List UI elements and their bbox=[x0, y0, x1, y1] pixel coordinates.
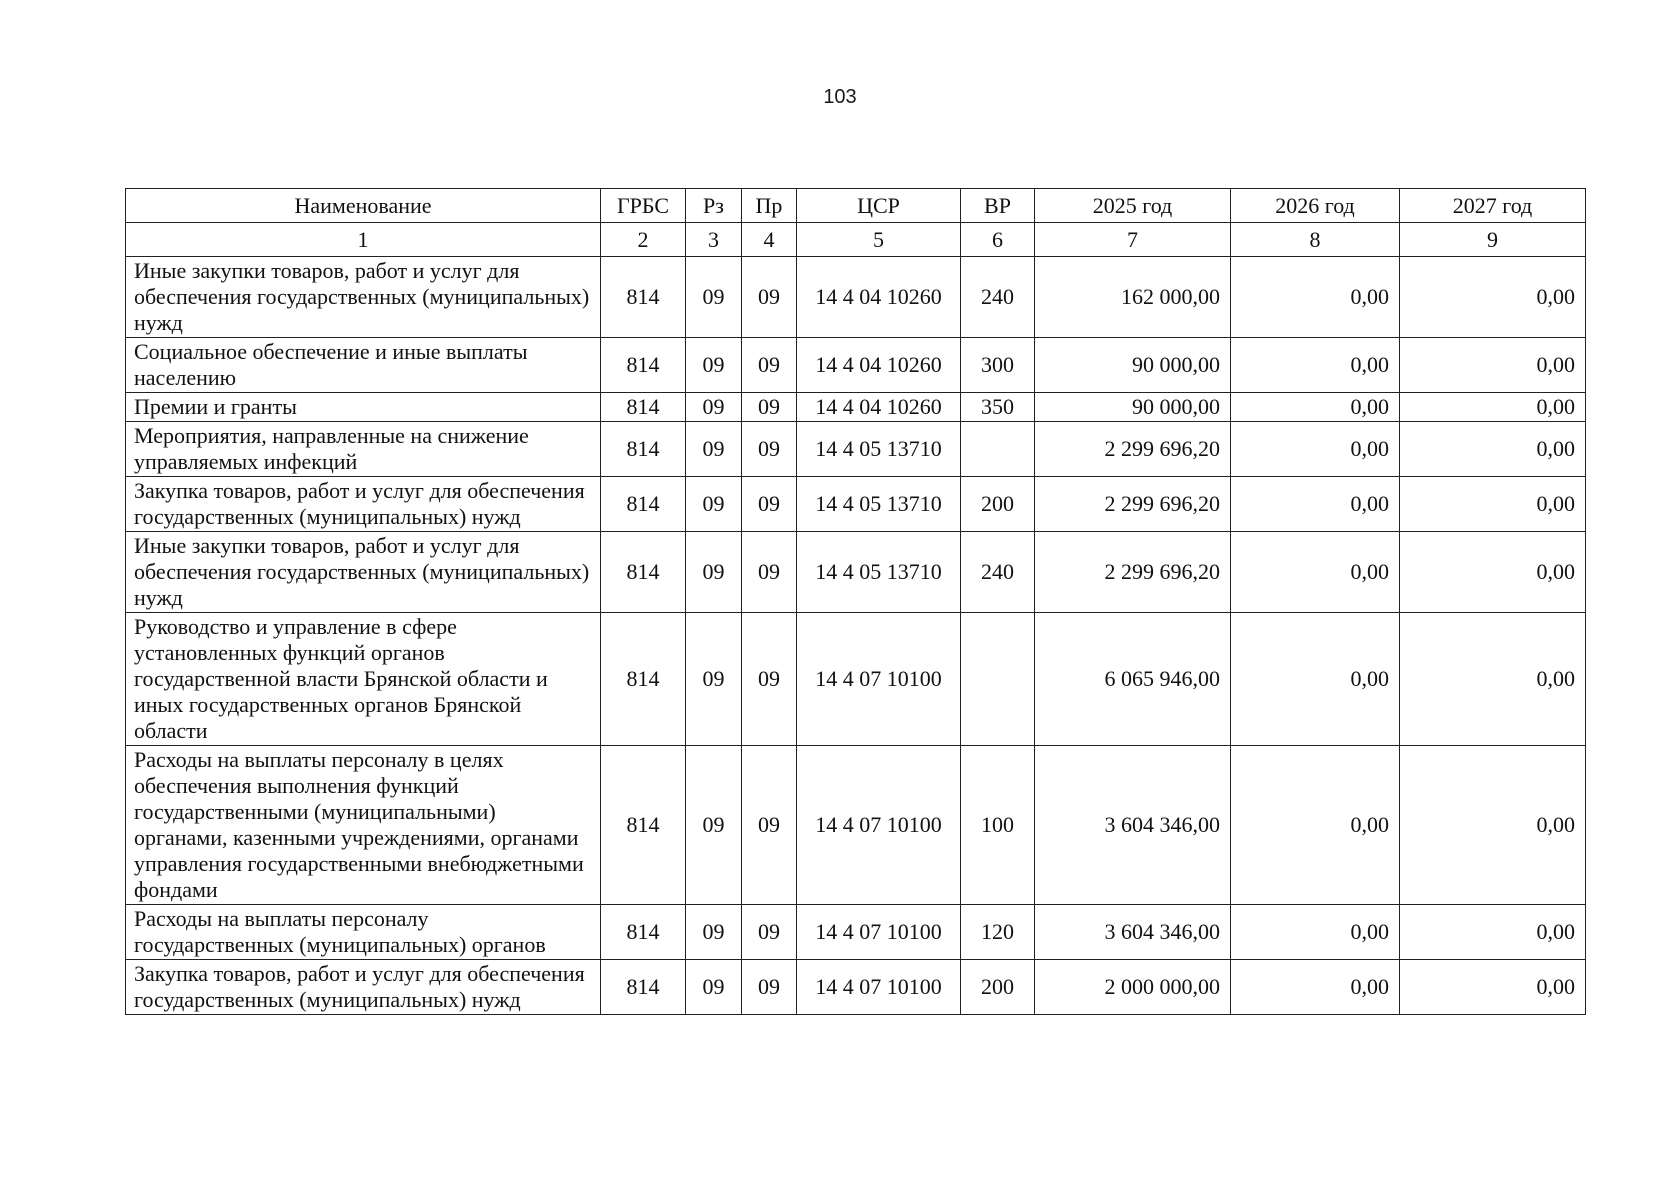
cell-csr: 14 4 05 13710 bbox=[797, 422, 961, 477]
cell-2026: 0,00 bbox=[1231, 393, 1400, 422]
budget-table bbox=[125, 188, 1586, 1015]
cell-2026: 0,00 bbox=[1231, 746, 1400, 905]
cell-vr: 200 bbox=[961, 960, 1035, 1015]
cell-name: Расходы на выплаты персоналу государственных (муниципальных) органов bbox=[126, 905, 601, 960]
table-row bbox=[126, 422, 1586, 477]
cell-2025: 3 604 346,00 bbox=[1035, 905, 1231, 960]
table-row bbox=[126, 393, 1586, 422]
cell-2026: 0,00 bbox=[1231, 257, 1400, 338]
cell-vr: 350 bbox=[961, 393, 1035, 422]
table-row bbox=[126, 257, 1586, 338]
cell-2027: 0,00 bbox=[1400, 477, 1586, 532]
cell-grbs: 814 bbox=[601, 532, 686, 613]
index-cell: 8 bbox=[1231, 223, 1400, 257]
cell-vr: 100 bbox=[961, 746, 1035, 905]
cell-pr: 09 bbox=[742, 613, 797, 746]
header-csr: ЦСР bbox=[797, 189, 961, 223]
cell-grbs: 814 bbox=[601, 477, 686, 532]
cell-vr: 240 bbox=[961, 257, 1035, 338]
cell-grbs: 814 bbox=[601, 338, 686, 393]
cell-csr: 14 4 05 13710 bbox=[797, 532, 961, 613]
header-name: Наименование bbox=[126, 189, 601, 223]
cell-pr: 09 bbox=[742, 746, 797, 905]
cell-pr: 09 bbox=[742, 477, 797, 532]
cell-grbs: 814 bbox=[601, 257, 686, 338]
cell-2026: 0,00 bbox=[1231, 960, 1400, 1015]
cell-2025: 2 299 696,20 bbox=[1035, 422, 1231, 477]
header-row bbox=[126, 189, 1586, 223]
cell-2027: 0,00 bbox=[1400, 905, 1586, 960]
cell-vr: 240 bbox=[961, 532, 1035, 613]
table-row bbox=[126, 532, 1586, 613]
cell-2027: 0,00 bbox=[1400, 338, 1586, 393]
cell-2025: 3 604 346,00 bbox=[1035, 746, 1231, 905]
cell-grbs: 814 bbox=[601, 613, 686, 746]
cell-csr: 14 4 04 10260 bbox=[797, 393, 961, 422]
header-2025: 2025 год bbox=[1035, 189, 1231, 223]
cell-name: Иные закупки товаров, работ и услуг для обеспечения государственных (муниципальных) нужд bbox=[126, 532, 601, 613]
cell-2027: 0,00 bbox=[1400, 613, 1586, 746]
cell-name: Социальное обеспечение и иные выплаты населению bbox=[126, 338, 601, 393]
cell-2026: 0,00 bbox=[1231, 905, 1400, 960]
cell-csr: 14 4 07 10100 bbox=[797, 960, 961, 1015]
cell-rz: 09 bbox=[686, 422, 742, 477]
cell-2027: 0,00 bbox=[1400, 746, 1586, 905]
cell-2025: 2 299 696,20 bbox=[1035, 532, 1231, 613]
cell-2025: 2 299 696,20 bbox=[1035, 477, 1231, 532]
index-cell: 3 bbox=[686, 223, 742, 257]
cell-rz: 09 bbox=[686, 960, 742, 1015]
cell-grbs: 814 bbox=[601, 960, 686, 1015]
cell-rz: 09 bbox=[686, 338, 742, 393]
header-2026: 2026 год bbox=[1231, 189, 1400, 223]
cell-2026: 0,00 bbox=[1231, 422, 1400, 477]
header-grbs: ГРБС bbox=[601, 189, 686, 223]
header-2027: 2027 год bbox=[1400, 189, 1586, 223]
index-cell: 1 bbox=[126, 223, 601, 257]
cell-vr: 300 bbox=[961, 338, 1035, 393]
header-rz: Рз bbox=[686, 189, 742, 223]
cell-rz: 09 bbox=[686, 532, 742, 613]
table-row bbox=[126, 905, 1586, 960]
cell-vr: 200 bbox=[961, 477, 1035, 532]
cell-csr: 14 4 07 10100 bbox=[797, 905, 961, 960]
cell-pr: 09 bbox=[742, 960, 797, 1015]
table-row bbox=[126, 746, 1586, 905]
cell-csr: 14 4 04 10260 bbox=[797, 257, 961, 338]
table-row bbox=[126, 960, 1586, 1015]
index-cell: 2 bbox=[601, 223, 686, 257]
cell-rz: 09 bbox=[686, 257, 742, 338]
table-row bbox=[126, 477, 1586, 532]
cell-name: Премии и гранты bbox=[126, 393, 601, 422]
cell-2027: 0,00 bbox=[1400, 422, 1586, 477]
cell-vr bbox=[961, 613, 1035, 746]
cell-2027: 0,00 bbox=[1400, 393, 1586, 422]
cell-2026: 0,00 bbox=[1231, 477, 1400, 532]
cell-2026: 0,00 bbox=[1231, 338, 1400, 393]
cell-2026: 0,00 bbox=[1231, 532, 1400, 613]
cell-grbs: 814 bbox=[601, 393, 686, 422]
page-number: 103 bbox=[823, 86, 857, 108]
cell-2025: 90 000,00 bbox=[1035, 338, 1231, 393]
cell-pr: 09 bbox=[742, 393, 797, 422]
table-row bbox=[126, 613, 1586, 746]
cell-name: Закупка товаров, работ и услуг для обеспечения государственных (муниципальных) нужд bbox=[126, 477, 601, 532]
cell-2026: 0,00 bbox=[1231, 613, 1400, 746]
index-cell: 9 bbox=[1400, 223, 1586, 257]
cell-vr bbox=[961, 422, 1035, 477]
cell-2027: 0,00 bbox=[1400, 532, 1586, 613]
header-vr: ВР bbox=[961, 189, 1035, 223]
cell-pr: 09 bbox=[742, 257, 797, 338]
cell-name: Расходы на выплаты персоналу в целях обеспечения выполнения функций государственными (муниципальными) органами, казенными учреждениями, органами управления государственными внебюджетными фондами bbox=[126, 746, 601, 905]
table-row bbox=[126, 338, 1586, 393]
cell-2025: 6 065 946,00 bbox=[1035, 613, 1231, 746]
cell-2027: 0,00 bbox=[1400, 257, 1586, 338]
cell-2027: 0,00 bbox=[1400, 960, 1586, 1015]
cell-2025: 90 000,00 bbox=[1035, 393, 1231, 422]
cell-rz: 09 bbox=[686, 613, 742, 746]
cell-2025: 2 000 000,00 bbox=[1035, 960, 1231, 1015]
cell-grbs: 814 bbox=[601, 422, 686, 477]
cell-name: Руководство и управление в сфере установленных функций органов государственной власти Брянской области и иных государственных органов Брянской области bbox=[126, 613, 601, 746]
cell-rz: 09 bbox=[686, 746, 742, 905]
cell-csr: 14 4 04 10260 bbox=[797, 338, 961, 393]
index-row bbox=[126, 223, 1586, 257]
header-pr: Пр bbox=[742, 189, 797, 223]
cell-rz: 09 bbox=[686, 905, 742, 960]
cell-pr: 09 bbox=[742, 905, 797, 960]
cell-grbs: 814 bbox=[601, 905, 686, 960]
index-cell: 5 bbox=[797, 223, 961, 257]
cell-name: Закупка товаров, работ и услуг для обеспечения государственных (муниципальных) нужд bbox=[126, 960, 601, 1015]
cell-name: Иные закупки товаров, работ и услуг для обеспечения государственных (муниципальных) нужд bbox=[126, 257, 601, 338]
cell-pr: 09 bbox=[742, 338, 797, 393]
index-cell: 4 bbox=[742, 223, 797, 257]
index-cell: 7 bbox=[1035, 223, 1231, 257]
table-header bbox=[126, 189, 1586, 257]
cell-rz: 09 bbox=[686, 477, 742, 532]
table-body bbox=[126, 257, 1586, 1015]
cell-csr: 14 4 07 10100 bbox=[797, 613, 961, 746]
cell-csr: 14 4 07 10100 bbox=[797, 746, 961, 905]
cell-name: Мероприятия, направленные на снижение управляемых инфекций bbox=[126, 422, 601, 477]
cell-vr: 120 bbox=[961, 905, 1035, 960]
cell-pr: 09 bbox=[742, 532, 797, 613]
cell-pr: 09 bbox=[742, 422, 797, 477]
cell-csr: 14 4 05 13710 bbox=[797, 477, 961, 532]
index-cell: 6 bbox=[961, 223, 1035, 257]
cell-rz: 09 bbox=[686, 393, 742, 422]
cell-2025: 162 000,00 bbox=[1035, 257, 1231, 338]
cell-grbs: 814 bbox=[601, 746, 686, 905]
